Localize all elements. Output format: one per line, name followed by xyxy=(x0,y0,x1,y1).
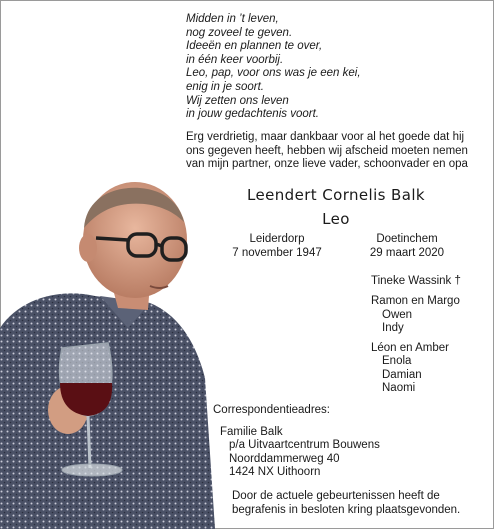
deceased-full-name: Leendert Cornelis Balk xyxy=(247,186,425,204)
birth-info xyxy=(222,233,332,260)
partner-name: Tineke Wassink † xyxy=(371,275,461,287)
death-place: Doetinchem xyxy=(376,233,438,245)
birth-place: Leiderdorp xyxy=(249,233,305,245)
note-line: Door de actuele gebeurtenissen heeft de xyxy=(232,490,440,502)
correspondence-address xyxy=(220,426,420,479)
address-line: 1424 NX Uithoorn xyxy=(229,465,321,478)
poem-line: Wij zetten ons leven xyxy=(186,94,289,107)
poem-line: Midden in ’t leven, xyxy=(186,13,279,25)
grandchild-name: Owen xyxy=(382,308,413,321)
intro-line: ons gegeven heeft, hebben wij afscheid moeten nemen xyxy=(186,144,468,157)
death-info xyxy=(352,233,462,260)
grandchild-name: Indy xyxy=(382,321,404,334)
family-list xyxy=(371,275,491,395)
poem-line: nog zoveel te geven. xyxy=(186,26,293,39)
family-parents: Ramon en Margo xyxy=(371,295,460,308)
shirt-shape xyxy=(0,293,215,529)
funeral-note xyxy=(232,489,492,517)
poem-line: in jouw gedachtenis voort. xyxy=(186,108,319,121)
poem-line: in één keer voorbij. xyxy=(186,53,284,66)
address-line: Familie Balk xyxy=(220,426,283,438)
poem-line: Ideeën en plannen te over, xyxy=(186,40,323,53)
family-parents: Léon en Amber xyxy=(371,342,450,355)
grandchild-name: Damian xyxy=(382,368,422,381)
correspondence-label: Correspondentieadres: xyxy=(213,404,330,416)
portrait-photo xyxy=(0,178,220,529)
intro-text xyxy=(186,131,486,172)
death-date: 29 maart 2020 xyxy=(369,246,445,259)
grandchild-name: Enola xyxy=(382,355,412,368)
intro-line: van mijn partner, onze lieve vader, schoonvader en opa xyxy=(186,158,468,171)
address-line: Noorddammerweg 40 xyxy=(229,452,340,465)
poem xyxy=(186,13,486,122)
deceased-nickname: Leo xyxy=(322,210,350,228)
birth-date: 7 november 1947 xyxy=(232,246,322,259)
poem-line: Leo, pap, voor ons was je een kei, xyxy=(186,67,361,80)
poem-line: enig in je soort. xyxy=(186,80,264,93)
note-line: begrafenis in besloten kring plaatsgevonden. xyxy=(232,504,461,516)
intro-line: Erg verdrietig, maar dankbaar voor al het goede dat hij xyxy=(186,131,465,143)
address-line: p/a Uitvaartcentrum Bouwens xyxy=(229,439,380,452)
grandchild-name: Naomi xyxy=(382,382,416,395)
